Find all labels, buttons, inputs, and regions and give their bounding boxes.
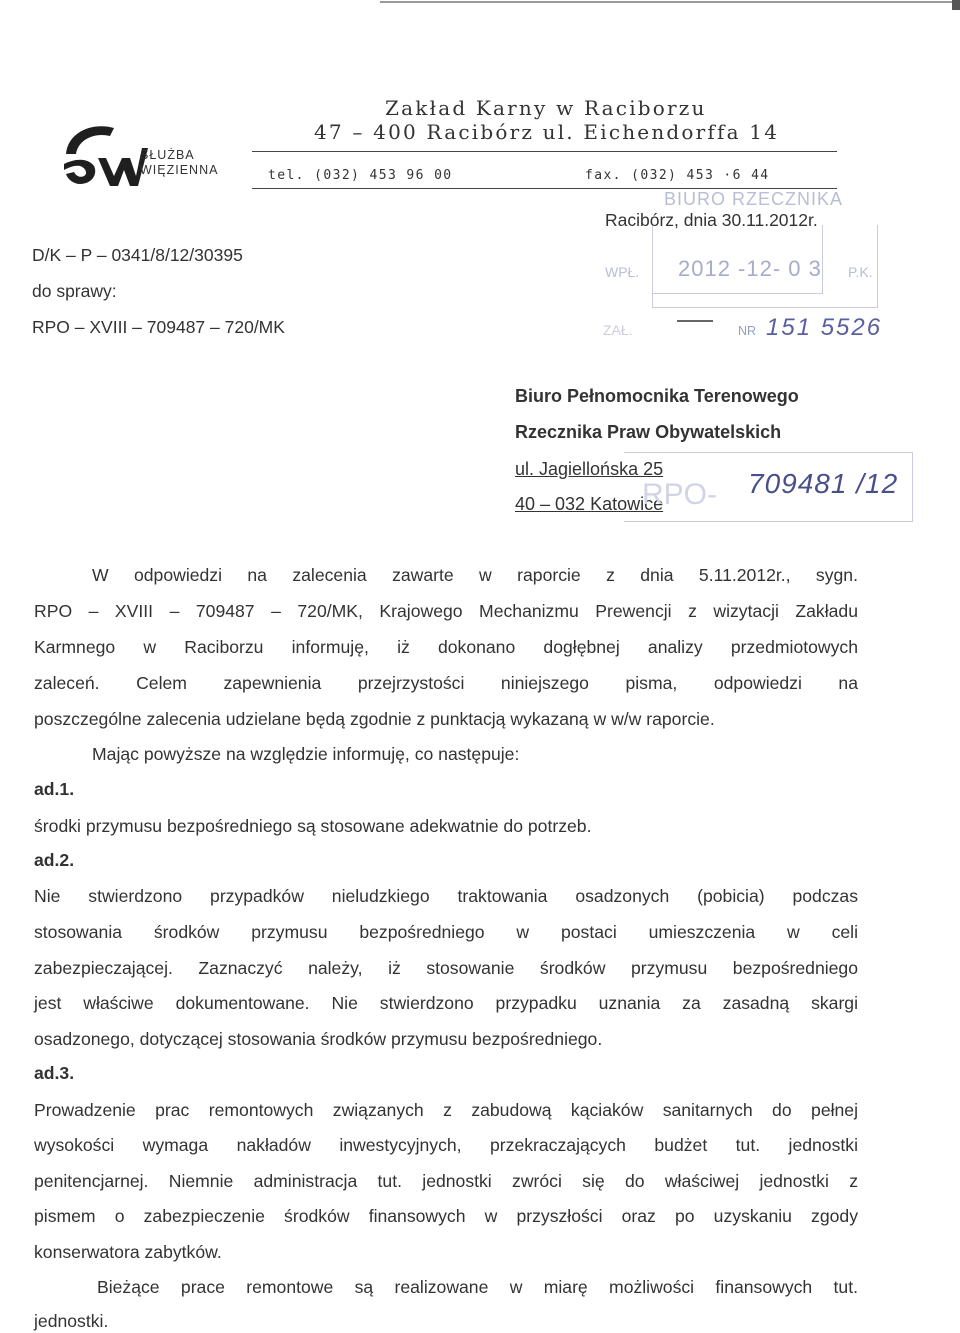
addressee-city: 40 – 032 Katowice (515, 494, 664, 514)
rpo-stamp-text: RPO- (642, 478, 717, 511)
section-2-line-3: zabezpieczającej. Zaznaczyć należy, iż stosowanie środków przymusu bezpośredniego (34, 958, 858, 978)
registry-stamp-office: BIURO RZECZNIKA (664, 189, 844, 209)
header-rule-top (252, 151, 837, 152)
section-2-line-1: Nie stwierdzono przypadków nieludzkiego traktowania osadzonych (pobicia) podczas (34, 886, 858, 906)
paragraph-1-line-5: poszczególne zalecenia udzielane będą zgodnie z punktacją wykazaną w w/w raporcie. (34, 709, 715, 729)
case-number: RPO – XVIII – 709487 – 720/MK (32, 317, 285, 337)
registry-stamp-attachments-label: ZAŁ. (603, 322, 633, 338)
scan-edge-line (380, 1, 960, 3)
logo-text (140, 148, 218, 178)
registry-stamp-pk-label: P.K. (848, 264, 873, 280)
reference-number: D/K – P – 0341/8/12/30395 (32, 245, 243, 265)
section-heading-ad3: ad.3. (34, 1063, 75, 1083)
logo-text-line2: WIĘZIENNA (140, 163, 219, 177)
rpo-handwritten-number: 709481 /12 (748, 468, 899, 499)
section-2-line-5: osadzonego, dotyczącej stosowania środków przymusu bezpośredniego. (34, 1029, 603, 1049)
addressee-line2: Rzecznika Praw Obywatelskich (515, 422, 782, 442)
paragraph-1-line-1: W odpowiedzi na zalecenia zawarte w raporcie z dnia 5.11.2012r., sygn. (92, 565, 858, 585)
logo-text-line1: SŁUŻBA (140, 148, 195, 162)
section-3-line-5: konserwatora zabytków. (34, 1242, 222, 1262)
scan-edge (0, 0, 960, 6)
registry-stamp-dash (677, 320, 713, 322)
institution-tel: tel. (032) 453 96 00 (268, 168, 453, 183)
scan-edge-mark (952, 0, 960, 10)
prison-service-logo-icon (58, 118, 150, 190)
institution-fax: fax. (032) 453 ·6 44 (585, 168, 770, 183)
section-3-line-1: Prowadzenie prac remontowych związanych z zabudową kąciaków sanitarnych do pełnej (34, 1100, 858, 1120)
registry-stamp-date: 2012 -12- 0 3 (678, 256, 822, 281)
addressee-street: ul. Jagiellońska 25 (515, 459, 664, 479)
paragraph-1-line-2: RPO – XVIII – 709487 – 720/MK, Krajowego Mechanizmu Prewencji z wizytacji Zakładu (34, 601, 858, 621)
institution-address: 47 – 400 Racibórz ul. Eichendorffa 14 (314, 120, 780, 144)
section-3-line-4: pismem o zabezpieczenie środków finansowych w przyszłości oraz po uzyskaniu zgody (34, 1206, 858, 1226)
paragraph-1-line-4: zaleceń. Celem zapewnienia przejrzystości niniejszego pisma, odpowiedzi na (34, 673, 858, 693)
institution-name: Zakład Karny w Raciborzu (385, 96, 707, 120)
section-2-line-4: jest właściwe dokumentowane. Nie stwierdzono przypadku uznania za zasadną skargi (34, 993, 858, 1013)
reference-label: do sprawy: (32, 281, 117, 301)
registry-stamp-handwritten-number: 151 5526 (766, 314, 883, 341)
section-3-line-3: penitencjarnej. Niemnie administracja tut. jednostki zwróci się do właściwej jednostki z (34, 1171, 858, 1191)
paragraph-1-line-3: Karmnego w Raciborzu informuję, iż dokonano dogłębnej analizy przedmiotowych (34, 637, 858, 657)
section-3-line-2: wysokości wymaga nakładów inwestycyjnych, przekraczających budżet tut. jednostki (34, 1135, 858, 1155)
section-heading-ad1: ad.1. (34, 779, 75, 799)
addressee-line1: Biuro Pełnomocnika Terenowego (515, 386, 799, 406)
section-1-text: środki przymusu bezpośredniego są stosowane adekwatnie do potrzeb. (34, 816, 592, 836)
section-3b-line-1: Bieżące prace remontowe są realizowane w miarę możliwości finansowych tut. (97, 1277, 858, 1297)
paragraph-2: Mając powyższe na względzie informuję, co następuje: (92, 744, 520, 764)
section-heading-ad2: ad.2. (34, 850, 75, 870)
section-2-line-2: stosowania środków przymusu bezpośredniego w postaci umieszczenia w celi (34, 922, 858, 942)
registry-stamp-received-label: WPŁ. (605, 264, 640, 280)
registry-stamp-nr-label: NR (738, 324, 757, 338)
place-and-date: Racibórz, dnia 30.11.2012r. (605, 210, 818, 230)
section-3b-line-2: jednostki. (34, 1311, 109, 1331)
